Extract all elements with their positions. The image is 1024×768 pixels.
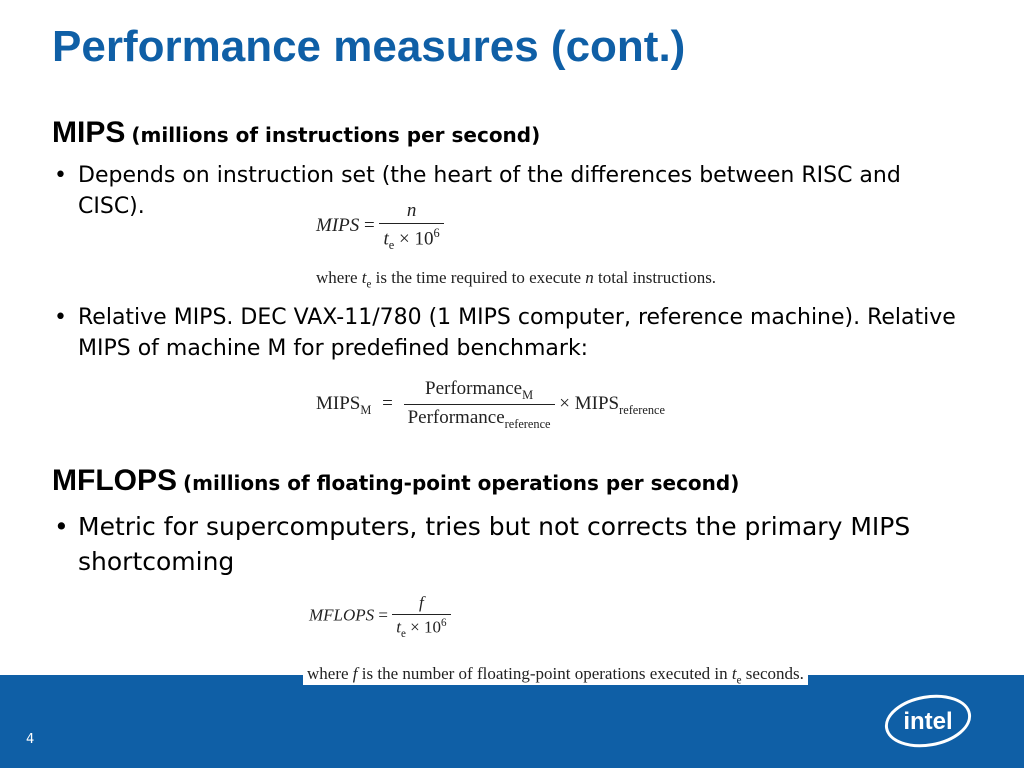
relative-mips-formula bbox=[316, 378, 665, 432]
mips-bullet-2 bbox=[54, 302, 959, 364]
mips-heading bbox=[52, 116, 540, 150]
formula-denominator-sub: e bbox=[388, 238, 395, 253]
intel-logo bbox=[882, 690, 974, 752]
formula-fraction bbox=[392, 593, 450, 640]
note-var-t-sub: e bbox=[366, 278, 372, 291]
mflops-formula bbox=[309, 593, 451, 640]
formula-numerator: Performance bbox=[425, 378, 523, 399]
bullet-dot: • bbox=[54, 305, 67, 330]
formula-fraction bbox=[404, 378, 555, 432]
mips-bullet-1 bbox=[54, 160, 959, 222]
mflops-heading-desc: (millions of floating-point operations per second) bbox=[183, 471, 740, 495]
formula-denominator-times: × 10 bbox=[399, 228, 434, 250]
mips-bullet-2-text: Relative MIPS. DEC VAX-11/780 (1 MIPS computer, reference machine). Relative MIPS of machine M for predefined benchmark: bbox=[78, 305, 956, 361]
intel-logo-text: intel bbox=[903, 708, 953, 735]
formula-lhs-sub: M bbox=[360, 402, 372, 417]
formula-lhs: MFLOPS bbox=[309, 605, 375, 625]
mips-bullet-1-text: Depends on instruction set (the heart of the differences between RISC and CISC). bbox=[78, 163, 901, 219]
formula-numerator-sub: M bbox=[522, 387, 534, 402]
note-var-t-sub: e bbox=[736, 674, 742, 687]
formula-denominator-t: t bbox=[396, 617, 401, 637]
page-number: 4 bbox=[26, 732, 35, 747]
formula-numerator: f bbox=[419, 593, 424, 612]
note-word: total instructions. bbox=[598, 268, 717, 287]
formula-equals: = bbox=[364, 214, 375, 236]
formula-denominator-t: t bbox=[383, 228, 389, 250]
formula-lhs: MIPS bbox=[316, 214, 360, 236]
formula-times: × MIPS bbox=[559, 393, 620, 415]
formula-denominator-times: × 10 bbox=[410, 617, 441, 637]
formula-fraction bbox=[379, 200, 443, 253]
note-word: is the number of floating-point operations executed in bbox=[361, 664, 728, 683]
mflops-formula-note bbox=[303, 663, 808, 685]
formula-rhs-sub: reference bbox=[619, 402, 666, 417]
footer-band bbox=[0, 675, 1024, 768]
bullet-dot: • bbox=[54, 512, 69, 541]
note-var-t: t bbox=[361, 268, 367, 287]
note-word: is the time required to execute bbox=[375, 268, 582, 287]
formula-denominator: Performance bbox=[407, 406, 505, 428]
mflops-heading bbox=[52, 464, 739, 498]
note-var-n: n bbox=[585, 268, 594, 287]
mips-heading-term: MIPS bbox=[52, 116, 126, 149]
note-var-t: t bbox=[731, 664, 737, 683]
mips-formula bbox=[316, 200, 444, 253]
formula-denominator-sub: e bbox=[401, 628, 406, 641]
note-word: where bbox=[307, 664, 349, 683]
note-word: seconds. bbox=[745, 664, 804, 683]
mips-heading-desc: (millions of instructions per second) bbox=[131, 123, 541, 147]
mflops-bullet-1-text: Metric for supercomputers, tries but not corrects the primary MIPS shortcoming bbox=[78, 512, 911, 576]
mflops-heading-term: MFLOPS bbox=[52, 464, 177, 497]
formula-equals: = bbox=[382, 393, 393, 415]
slide-title: Performance measures (cont.) bbox=[52, 22, 686, 71]
formula-numerator: n bbox=[406, 200, 417, 221]
formula-denominator-sub: reference bbox=[504, 416, 551, 431]
formula-denominator-exp: 6 bbox=[441, 617, 447, 629]
bullet-dot: • bbox=[54, 163, 67, 188]
note-word: where bbox=[316, 268, 358, 287]
mflops-bullet-1 bbox=[54, 509, 959, 579]
note-var-f: f bbox=[352, 664, 358, 683]
formula-equals: = bbox=[378, 605, 389, 625]
mips-formula-note bbox=[316, 268, 716, 290]
formula-denominator-exp: 6 bbox=[433, 226, 440, 240]
formula-lhs: MIPS bbox=[316, 393, 361, 415]
